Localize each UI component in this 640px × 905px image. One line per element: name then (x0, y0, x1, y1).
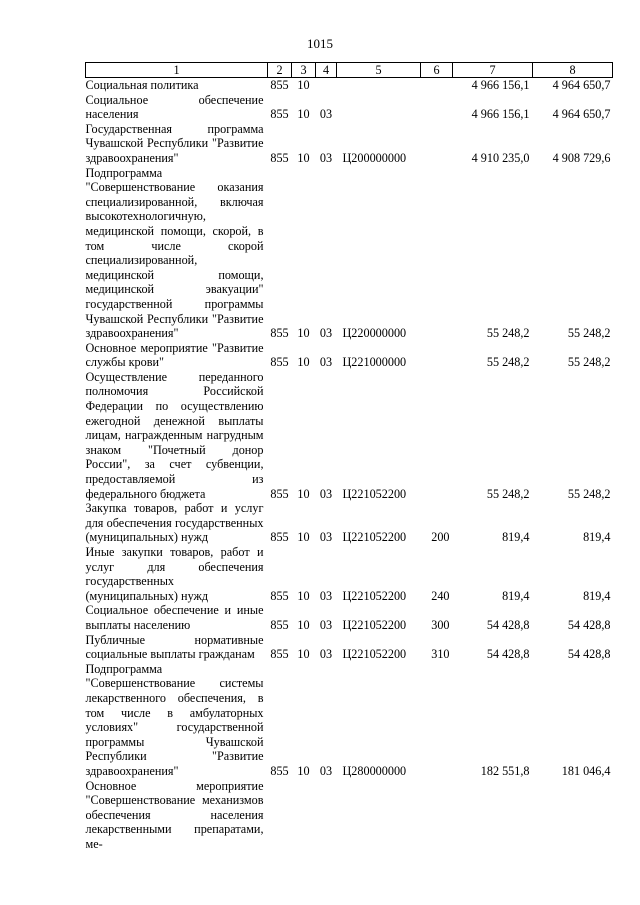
table-row (86, 166, 613, 341)
table-header-row (86, 63, 613, 78)
row-subsection: 03 (319, 617, 333, 632)
row-amount-year1: 4 910 235,0 (471, 150, 530, 165)
row-name: Социальное обеспечение населения (85, 92, 264, 122)
row-name: Осуществление переданного полномочия Российской Федерации по осуществлению ежегодной денежной выплаты лицам, награжденным нагрудным знаком "Почетный донор России", за счет субвенции, предоставляемой из федерального бюджета (85, 369, 264, 501)
row-code-admin: 855 (270, 763, 289, 778)
row-amount-year2 (533, 779, 613, 852)
row-target-article: Ц221000000 (342, 355, 407, 370)
row-amount-year2: 55 248,2 (567, 486, 611, 501)
row-code-admin: 855 (270, 355, 289, 370)
row-name: Подпрограмма "Совершенствование системы лекарственного обеспечения, в том числе в амбулаторных условиях" государственной программы Чувашской Республики "Развитие здравоохранения" (85, 661, 264, 778)
table-row (86, 341, 613, 370)
row-name: Социальное обеспечение и иные выплаты населению (85, 603, 264, 632)
row-code-admin (268, 779, 292, 852)
row-subsection: 03 (319, 647, 333, 662)
row-subsection: 03 (319, 486, 333, 501)
row-target-article: Ц221052200 (342, 617, 407, 632)
row-amount-year1: 55 248,2 (486, 486, 530, 501)
row-amount-year2: 4 964 650,7 (552, 78, 611, 92)
row-section: 10 (297, 355, 310, 370)
row-code-admin: 855 (270, 326, 289, 341)
row-expense-type: 240 (431, 588, 450, 603)
row-expense-type: 200 (431, 530, 450, 545)
row-target-article (337, 78, 421, 93)
header-col-7: 7 (453, 63, 533, 78)
row-code-admin: 855 (270, 530, 289, 545)
row-name: Закупка товаров, работ и услуг для обеспечения государственных (муниципальных) нужд (85, 501, 264, 545)
row-amount-year1: 54 428,8 (486, 647, 530, 662)
row-name: Иные закупки товаров, работ и услуг для обеспечения государственных (муниципальных) нужд (85, 545, 264, 603)
row-amount-year1: 4 966 156,1 (471, 78, 530, 92)
row-expense-type (421, 78, 453, 93)
row-target-article (337, 779, 421, 852)
row-section: 10 (297, 78, 310, 92)
row-section (292, 779, 316, 852)
row-amount-year2: 55 248,2 (567, 326, 611, 341)
row-expense-type (421, 93, 453, 122)
row-name: Социальная политика (85, 78, 199, 92)
row-amount-year2: 819,4 (583, 530, 611, 545)
row-section: 10 (297, 588, 310, 603)
row-target-article: Ц221052200 (342, 530, 407, 545)
row-amount-year1: 54 428,8 (486, 617, 530, 632)
row-subsection: 03 (319, 588, 333, 603)
header-col-3: 3 (292, 63, 316, 78)
header-col-6: 6 (421, 63, 453, 78)
row-amount-year1: 55 248,2 (486, 326, 530, 341)
row-expense-type (421, 370, 453, 501)
row-name: Основное мероприятие "Развитие службы крови" (85, 340, 264, 370)
header-col-4: 4 (316, 63, 337, 78)
row-name: Публичные нормативные социальные выплаты гражданам (85, 632, 264, 662)
row-target-article: Ц220000000 (342, 326, 407, 341)
row-expense-type (421, 122, 453, 166)
row-amount-year2: 181 046,4 (561, 763, 611, 778)
row-target-article: Ц221052200 (342, 647, 407, 662)
header-col-2: 2 (268, 63, 292, 78)
header-col-8: 8 (533, 63, 613, 78)
row-section: 10 (297, 617, 310, 632)
row-subsection (316, 779, 337, 852)
row-code-admin: 855 (270, 78, 289, 92)
row-name: Основное мероприятие "Совершенствование механизмов обеспечения населения лекарственными препаратами, ме- (85, 778, 264, 851)
table-row (86, 662, 613, 779)
header-col-1: 1 (86, 63, 268, 78)
row-code-admin: 855 (270, 588, 289, 603)
row-subsection: 03 (319, 530, 333, 545)
table-row (86, 501, 613, 545)
row-amount-year1 (453, 779, 533, 852)
row-expense-type (421, 166, 453, 341)
row-amount-year1: 182 551,8 (480, 763, 530, 778)
row-section: 10 (297, 530, 310, 545)
row-amount-year1: 819,4 (502, 588, 530, 603)
row-name: Подпрограмма "Совершенствование оказания специализированной, включая высокотехнологичную, медицинской помощи, скорой, в том числе скорой специализированной, медицинской помощи, медицинской эвакуации" государственной программы Чувашской Республики "Развитие здравоохранения" (85, 165, 264, 341)
header-col-5: 5 (337, 63, 421, 78)
table-row (86, 545, 613, 603)
row-section: 10 (297, 326, 310, 341)
row-subsection (316, 78, 337, 93)
table-row (86, 122, 613, 166)
row-target-article: Ц200000000 (342, 150, 407, 165)
row-target-article: Ц280000000 (342, 763, 407, 778)
row-expense-type (421, 779, 453, 852)
row-target-article: Ц221052200 (342, 486, 407, 501)
row-code-admin: 855 (270, 150, 289, 165)
row-code-admin: 855 (270, 107, 289, 122)
row-name: Государственная программа Чувашской Республики "Развитие здравоохранения" (85, 121, 264, 165)
row-subsection: 03 (319, 355, 333, 370)
row-expense-type (421, 662, 453, 779)
row-section: 10 (297, 107, 310, 122)
row-amount-year2: 54 428,8 (567, 617, 611, 632)
row-subsection: 03 (319, 107, 333, 122)
row-amount-year1: 4 966 156,1 (471, 107, 530, 122)
row-section: 10 (297, 647, 310, 662)
row-amount-year2: 4 964 650,7 (552, 107, 611, 122)
row-section: 10 (297, 486, 310, 501)
row-amount-year1: 819,4 (502, 530, 530, 545)
row-target-article: Ц221052200 (342, 588, 407, 603)
table-row (86, 78, 613, 93)
row-code-admin: 855 (270, 486, 289, 501)
row-subsection: 03 (319, 763, 333, 778)
table-row (86, 93, 613, 122)
row-amount-year2: 54 428,8 (567, 647, 611, 662)
row-expense-type (421, 341, 453, 370)
row-target-article (337, 93, 421, 122)
row-section: 10 (297, 150, 310, 165)
table-row (86, 779, 613, 852)
table-row (86, 633, 613, 662)
row-code-admin: 855 (270, 647, 289, 662)
row-code-admin: 855 (270, 617, 289, 632)
row-section: 10 (297, 763, 310, 778)
table-row (86, 370, 613, 501)
page-number: 1015 (307, 36, 333, 51)
table-row (86, 603, 613, 632)
row-amount-year2: 4 908 729,6 (552, 150, 611, 165)
row-expense-type: 310 (431, 647, 450, 662)
row-amount-year2: 55 248,2 (567, 355, 611, 370)
row-amount-year2: 819,4 (583, 588, 611, 603)
row-amount-year1: 55 248,2 (486, 355, 530, 370)
row-subsection: 03 (319, 150, 333, 165)
budget-table (85, 62, 613, 851)
row-subsection: 03 (319, 326, 333, 341)
row-expense-type: 300 (431, 617, 450, 632)
